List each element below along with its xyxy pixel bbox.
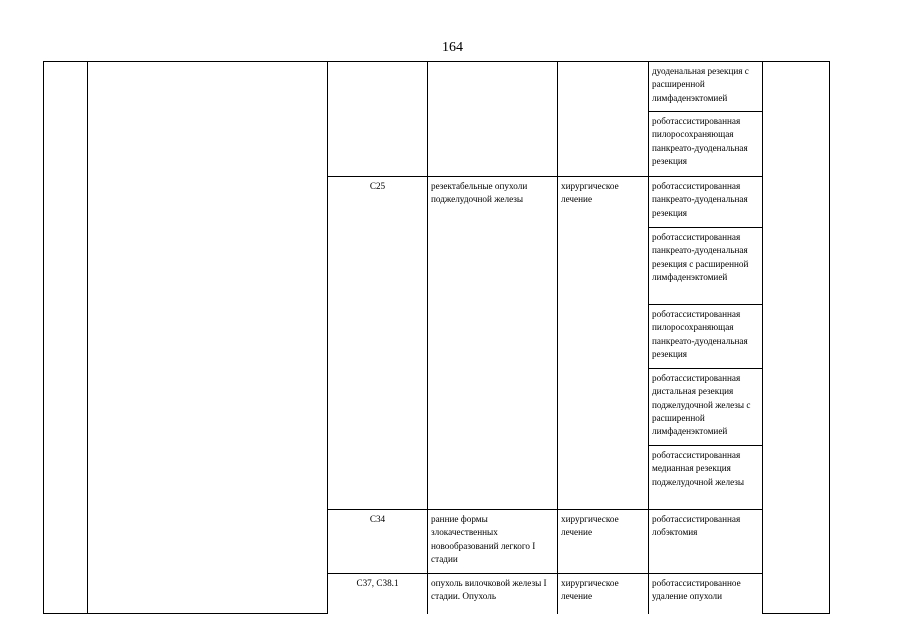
- medical-care-table: [43, 61, 830, 614]
- method-cell: роботассистированная пилоросохраняющая панкреато-дуоденальная резекция: [649, 112, 763, 177]
- treatment-cell: хирургическое лечение: [558, 510, 649, 574]
- number-cell: [44, 62, 88, 614]
- method-cell: роботассистированная дистальная резекция поджелудочной железы с расширенной лимфаденэктомией: [649, 369, 763, 446]
- method-cell: роботассистированная панкреато-дуоденальная резекция: [649, 177, 763, 228]
- method-cell: дуоденальная резекция с расширенной лимфаденэктомией: [649, 62, 763, 112]
- treatment-cell: хирургическое лечение: [558, 574, 649, 614]
- condition-cell: опухоль вилочковой железы I стадии. Опухоль: [428, 574, 558, 614]
- condition-cell: [428, 62, 558, 177]
- condition-cell: ранние формы злокачественных новообразований легкого I стадии: [428, 510, 558, 574]
- profile-cell: [88, 62, 328, 614]
- treatment-cell: [558, 62, 649, 177]
- method-cell: роботассистированная лобэктомия: [649, 510, 763, 574]
- method-cell: роботассистированная панкреато-дуоденальная резекция с расширенной лимфаденэктомией: [649, 228, 763, 305]
- page-number: 164: [442, 40, 463, 55]
- method-cell: роботассистированная пилоросохраняющая панкреато-дуоденальная резекция: [649, 305, 763, 369]
- treatment-cell: хирургическое лечение: [558, 177, 649, 510]
- table-row: [44, 62, 830, 112]
- method-cell: роботассистированная медианная резекция поджелудочной железы: [649, 446, 763, 510]
- code-cell: [328, 62, 428, 177]
- method-cell: роботассистированное удаление опухоли: [649, 574, 763, 614]
- condition-cell: резектабельные опухоли поджелудочной железы: [428, 177, 558, 510]
- standard-cell: [763, 62, 830, 614]
- code-cell: C37, C38.1: [328, 574, 428, 614]
- code-cell: C25: [328, 177, 428, 510]
- code-cell: C34: [328, 510, 428, 574]
